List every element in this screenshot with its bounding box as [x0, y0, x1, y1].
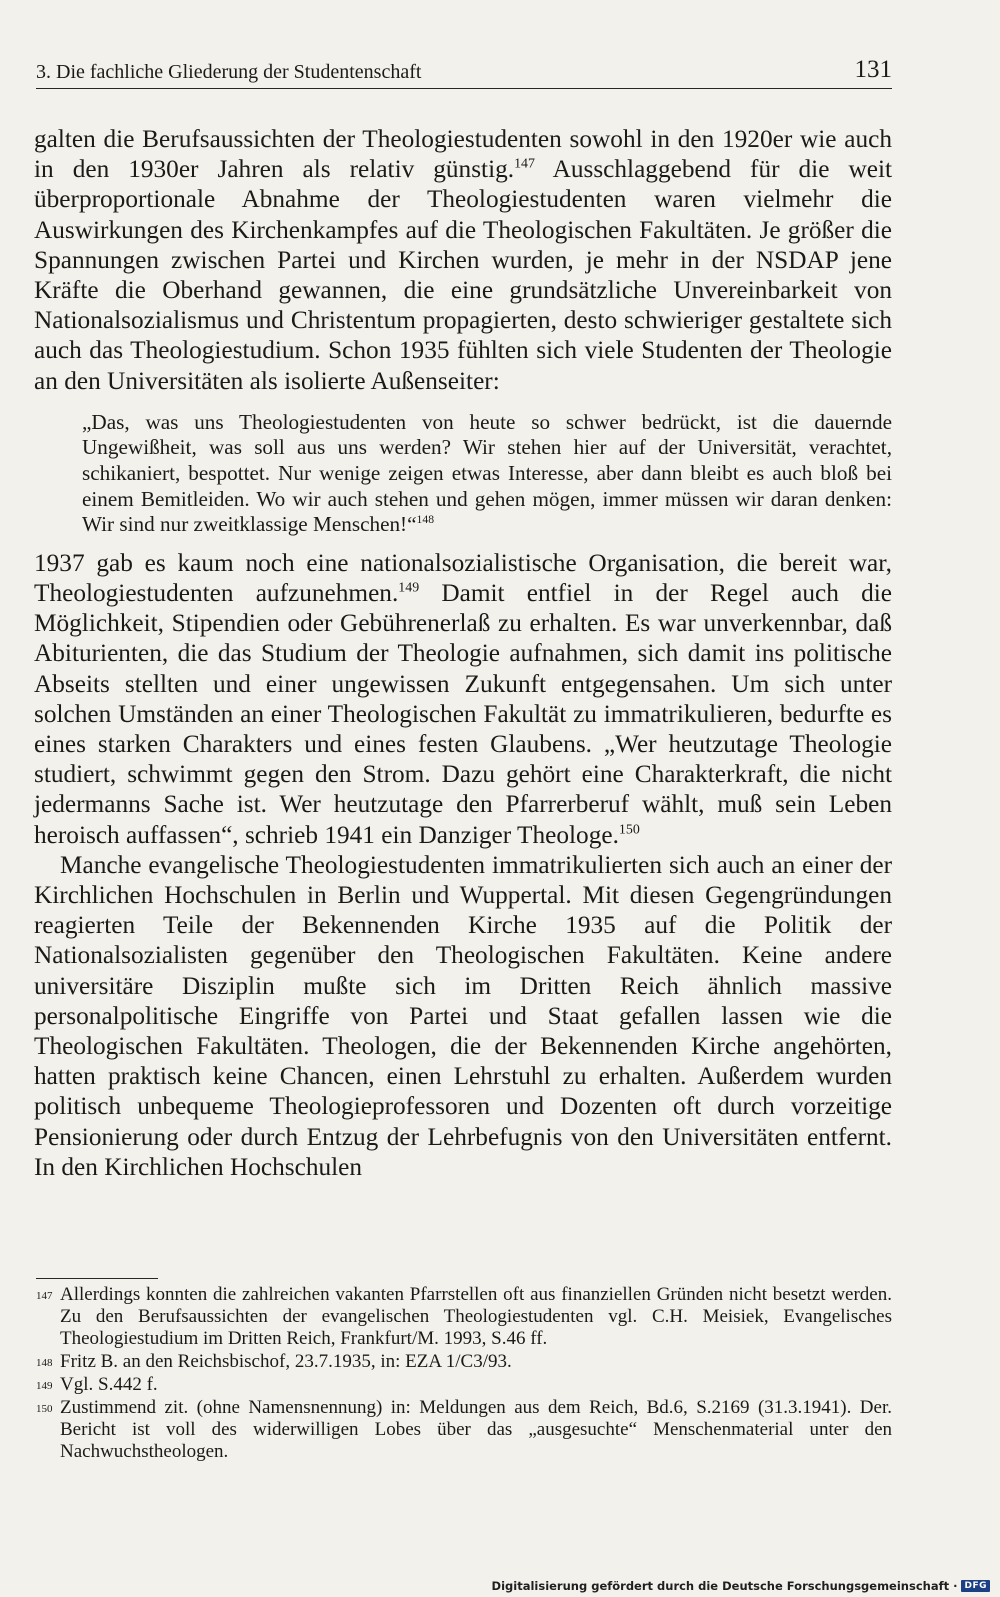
block-quote: [82, 410, 892, 538]
paragraph-1-text-b: Ausschlaggebend für die weit überproportionale Abnahme der Theologiestudenten waren vielmehr die Auswirkungen des Kirchenkampfes auf die Theologischen Fakultäten. Je größer die Spannungen zwischen Partei und Kirchen wurden, je mehr in der NSDAP jene Kräfte die Oberhand gewannen, die eine grundsätzliche Unvereinbarkeit von Nationalsozialismus und Christentum propagierten, desto schwieriger gestaltete sich auch das Theologiestudium. Schon 1935 fühlten sich viele Studenten der Theologie an den Universitäten als isolierte Außenseiter:: [34, 155, 893, 395]
paragraph-1-text-a: galten die Berufsaussichten der Theologiestudenten sowohl in den 1920er wie auch in den 1930er Jahren als relativ günstig.: [34, 125, 892, 184]
paragraph-3: [34, 850, 892, 1182]
footnote-149: [36, 1374, 892, 1397]
credit-text: Digitalisierung gefördert durch die Deutsche Forschungsgemeinschaft ·: [491, 1579, 958, 1593]
block-quote-text: „Das, was uns Theologiestudenten von heute so schwer bedrückt, ist die dauernde Ungewißheit, was soll aus uns werden? Wir stehen hier auf der Universität, verachtet, schikaniert, bespottet. Nur wenige zeigen etwas Interesse, aber dann bleibt es auch bloß bei einem Bemitleiden. Wo wir auch stehen und gehen mögen, immer müssen wir daran denken: Wir sind nur zweitklassige Menschen!“: [82, 409, 892, 537]
footnote-ref-150[interactable]: 150: [618, 822, 640, 838]
footnote-number: 147: [36, 1290, 53, 1302]
footnote-ref-149[interactable]: 149: [398, 580, 420, 596]
paragraph-3-text: Manche evangelische Theologiestudenten immatrikulierten sich auch an einer der Kirchlichen Hochschulen in Berlin und Wuppertal. Mit diesen Gegengründungen reagierten Teile der Bekennenden Kirche 1935 auf die Politik der Nationalsozialisten gegenüber den Theologischen Fakultäten. Keine andere universitäre Disziplin mußte sich im Dritten Reich ähnlich massive personalpolitische Eingriffe von Partei und Staat gefallen lassen wie die Theologischen Fakultäten. Theologen, die der Bekennenden Kirche angehörten, hatten praktisch keine Chancen, einen Lehrstuhl zu erhalten. Außerdem wurden politisch unbequeme Theologieprofessoren und Dozenten oft durch vorzeitige Pensionierung oder durch Entzug der Lehrbefugnis von den Universitäten entfernt. In den Kirchlichen Hochschulen: [34, 850, 892, 1181]
footnote-number: 150: [36, 1403, 53, 1416]
footnote-text: Zustimmend zit. (ohne Namensnennung) in: Meldungen aus dem Reich, Bd.6, S.2169 (31.3.1941). Der. Bericht ist voll des widerwilligen Lobes über das „ausgesuchte“ Menschenmaterial unter den Nachwuchstheologen.: [60, 1397, 892, 1463]
footnote-separator: [36, 1278, 158, 1279]
paragraph-2: [34, 548, 892, 850]
footnote-number: 148: [36, 1356, 53, 1369]
footnotes: [36, 1284, 892, 1464]
page-header: [36, 56, 892, 89]
footnote-text: Allerdings konnten die zahlreichen vakanten Pfarrstellen oft aus finanziellen Gründen nicht besetzt werden. Zu den Berufsaussichten der evangelischen Theologiestudenten vgl. C.H. Meisiek, Evangelisches Theologiestudium im Dritten Reich, Frankfurt/M. 1993, S.46 ff.: [60, 1284, 892, 1350]
footnote-ref-147[interactable]: 147: [514, 156, 535, 172]
footnote-number: 149: [36, 1379, 53, 1392]
digitization-credit: [492, 1579, 990, 1593]
paragraph-1: [34, 124, 892, 396]
paragraph-2-text-a: 1937 gab es kaum noch eine nationalsozialistische Organisation, die bereit war, Theologiestudenten aufzunehmen.: [34, 548, 892, 607]
footnote-ref-148[interactable]: 148: [416, 513, 435, 527]
main-text: [34, 124, 892, 1182]
footnote-148: [36, 1351, 892, 1374]
footnote-text: Fritz B. an den Reichsbischof, 23.7.1935, in: EZA 1/C3/93.: [60, 1350, 512, 1372]
dfg-logo-icon: DFG: [961, 1580, 990, 1592]
page-number: 131: [854, 56, 892, 83]
footnote-147: [36, 1284, 892, 1351]
running-title: 3. Die fachliche Gliederung der Studentenschaft: [36, 61, 422, 83]
footnote-150: [36, 1397, 892, 1464]
paragraph-2-text-b: Damit entfiel in der Regel auch die Möglichkeit, Stipendien oder Gebührenerlaß zu erhalten. Es war unverkennbar, daß Abiturienten, die das Studium der Theologie aufnahmen, sich damit ins politische Abseits stellten und einer ungewissen Zukunft entgegensahen. Um sich unter solchen Umständen an einer Theologischen Fakultät zu immatrikulieren, bedurfte es eines starken Charakters und eines festen Glaubens. „Wer heutzutage Theologie studiert, schwimmt gegen den Strom. Dazu gehört eine Charakterkraft, die nicht jedermanns Sache ist. Wer heutzutage den Pfarrerberuf wählt, muß sein Leben heroisch auffassen“, schrieb 1941 ein Danziger Theologe.: [34, 579, 892, 849]
footnote-text: Vgl. S.442 f.: [60, 1373, 158, 1395]
